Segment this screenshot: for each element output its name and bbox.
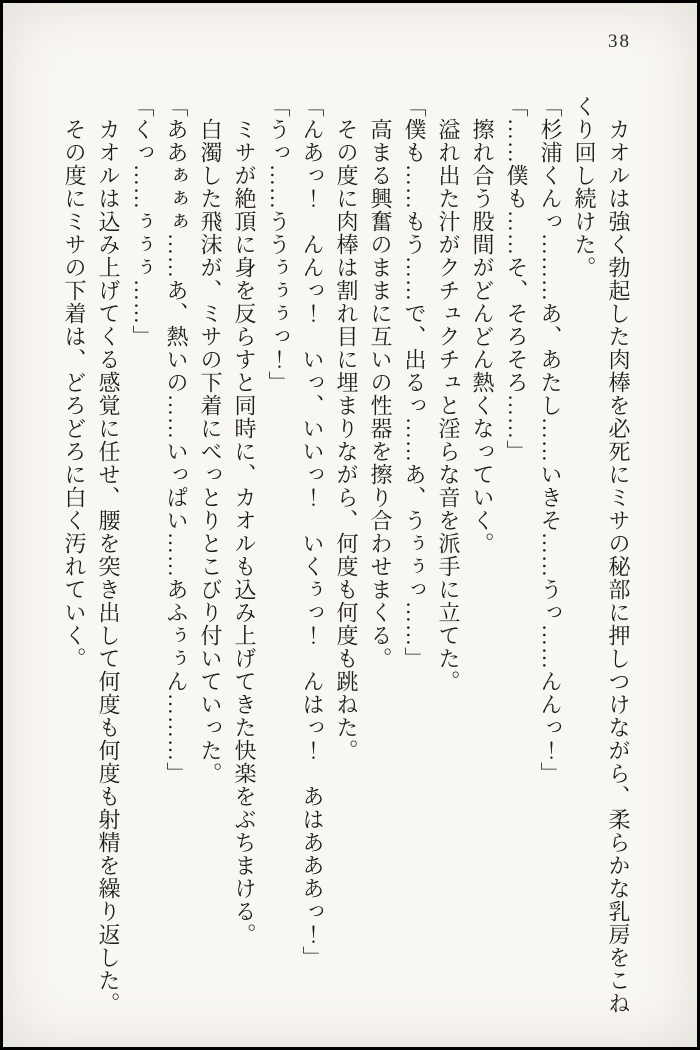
text-column: 「うっ……ううぅぅぅっ！」: [266, 95, 291, 394]
vertical-text-block: [57, 95, 635, 1047]
page-number: 38: [608, 31, 631, 52]
text-column: その度に肉棒は割れ目に埋まりながら、何度も何度も跳ねた。: [334, 118, 359, 762]
text-column: 「杉浦くんっ………あ、あたし……いきそ……うっ……んんっ！」: [538, 95, 563, 785]
text-column: 「ああぁぁぁ……あ、熱いの……いっぱい……あふぅぅん………」: [164, 95, 189, 785]
text-column: 「んあっ！ んんっ！ いっ、いいっ！ いくぅっ！ んはっ！ あはあああっ！」: [300, 95, 325, 969]
text-column: 「僕も……もう……で、出るっ……あ、うぅぅっ……」: [402, 95, 427, 670]
text-column: カオルは込み上げてくる感覚に任せ、腰を突き出して何度も何度も射精を繰り返した。: [96, 118, 121, 1015]
text-column: 「くっ……ぅぅぅ……」: [130, 95, 155, 348]
text-column: ミサが絶頂に身を反らすと同時に、カオルも込み上げてきた快楽をぶちまける。: [232, 118, 257, 946]
text-column: 高まる興奮のままに互いの性器を擦り合わせまくる。: [368, 118, 393, 670]
text-column: 溢れ出た汁がクチュクチュと淫らな音を派手に立てた。: [436, 118, 461, 693]
text-column: その度にミサの下着は、どろどろに白く汚れていく。: [62, 118, 87, 670]
text-column: 「……僕も……そ、そろそろ……」: [504, 95, 529, 463]
text-column: 白濁した飛沫が、ミサの下着にべっとりとこびり付いていった。: [198, 118, 223, 785]
text-column: 擦れ合う股間がどんどん熱くなっていく。: [470, 118, 495, 555]
text-column: カオルは強く勃起した肉棒を必死にミサの秘部に押しつけながら、柔らかな乳房をこね: [606, 118, 631, 1015]
text-column: くり回し続けた。: [572, 95, 597, 279]
